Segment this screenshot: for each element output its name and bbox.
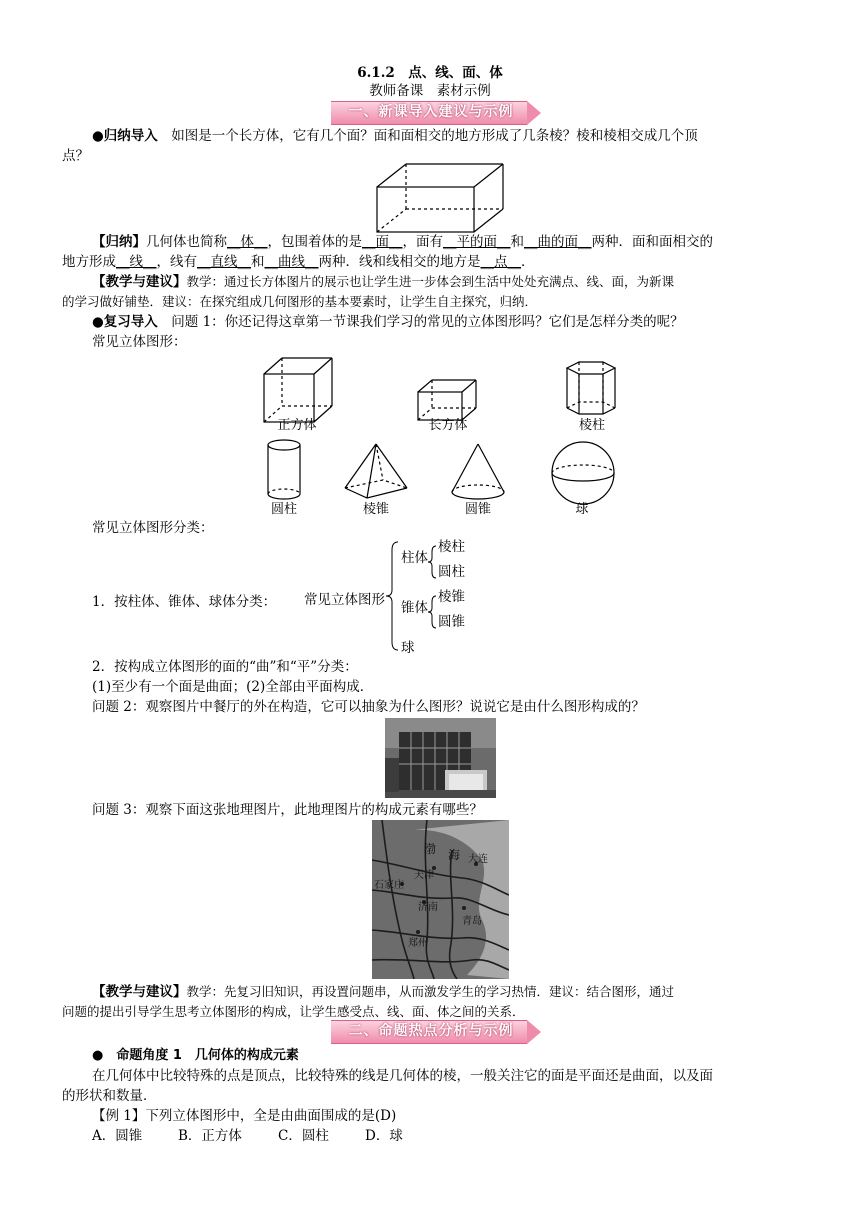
branch-2-item-1: 棱锥 — [438, 589, 465, 605]
classification-method-2: 2．按构成立体图形的面的“曲”和“平”分类： — [92, 659, 358, 675]
intro-paragraph: ●归纳导入 如图是一个长方体，它有几个面？面和面相交的地方形成了几条棱？棱和棱相交成几个顶 — [92, 128, 698, 144]
example-1-option-c: C．圆柱 — [278, 1128, 329, 1144]
section-banner-1: 一、新课导入建议与示例 — [331, 101, 545, 123]
cylinder-figure — [266, 438, 302, 502]
hotspot-line-2: 的形状和数量． — [62, 1088, 157, 1104]
classification-method-2-detail: (1)至少有一个面是曲面；(2)全部由平面构成． — [92, 679, 374, 695]
review-common-label: 常见立体图形： — [92, 334, 187, 350]
example-1-option-a: A．圆锥 — [92, 1128, 143, 1144]
map-label-8: 郑州 — [408, 938, 428, 949]
sphere-label: 球 — [575, 502, 589, 517]
branch-1-item-1: 棱柱 — [438, 539, 465, 555]
map-label-1: 渤 — [424, 842, 437, 856]
question-3: 问题 3：观察下面这张地理图片，此地理图片的构成元素有哪些？ — [92, 802, 483, 818]
map-label-6: 济南 — [418, 902, 438, 913]
map-label-4: 大连 — [468, 854, 488, 865]
prism-figure — [565, 360, 617, 418]
map-label-7: 青岛 — [462, 916, 482, 927]
cone-label: 圆锥 — [464, 502, 491, 517]
map-label-5: 石家庄 — [374, 880, 404, 891]
page-title: 6.1.2 点、线、面、体 — [357, 65, 503, 81]
cuboid-label: 长方体 — [428, 418, 468, 433]
branch-1-item-2: 圆柱 — [438, 564, 465, 580]
branch-sphere-class: 球 — [401, 640, 415, 656]
question-2: 问题 2：观察图片中餐厅的外在构造，它可以抽象为什么图形？说说它是由什么图形构成的？ — [92, 699, 645, 715]
map-label-3: 天津 — [414, 870, 434, 881]
example-1-option-d: D．球 — [365, 1128, 403, 1144]
hotspot-title: ● 命题角度 1 几何体的构成元素 — [92, 1048, 299, 1063]
advice-1-line-2: 的学习做好铺垫．建议：在探究组成几何图形的基本要素时，让学生自主探究，归纳． — [62, 294, 538, 309]
summary-line-2: 地方形成__线__，线有__直线__和__曲线__两种．线和线相交的地方是__点__． — [62, 254, 535, 270]
branch-cone-class: 锥体 — [401, 600, 428, 616]
advice-2-line-2: 问题的提出引导学生思考立体图形的构成，让学生感受点、线、面、体之间的关系． — [62, 1004, 525, 1019]
pyramid-figure — [343, 442, 409, 500]
sphere-figure — [550, 440, 616, 506]
cylinder-label: 圆柱 — [270, 502, 297, 517]
advice-2-line-1: 【教学与建议】教学：先复习旧知识，再设置问题串，从而激发学生的学习热情．建议：结合图形，通过 — [92, 984, 675, 1000]
hotspot-line-1: 在几何体中比较特殊的点是顶点，比较特殊的线是几何体的棱，一般关注它的面是平面还是曲面，以及面 — [92, 1068, 713, 1084]
map-photo — [372, 820, 509, 979]
review-question-1: ●复习导入 问题 1：你还记得这章第一节课我们学习的常见的立体图形吗？它们是怎样分类的呢？ — [92, 314, 684, 330]
intro-paragraph-cont: 点？ — [62, 148, 89, 164]
cube-label: 正方体 — [277, 418, 317, 433]
example-1-stem: 【例 1】下列立体图形中，全是由曲面围成的是(D) — [92, 1108, 397, 1124]
page-subtitle: 教师备课 素材示例 — [369, 83, 491, 99]
section-banner-2: 二、命题热点分析与示例 — [331, 1020, 545, 1042]
map-label-2: 海 — [448, 848, 461, 862]
prism-label: 棱柱 — [578, 418, 605, 433]
classification-method-1: 1．按柱体、锥体、球体分类： — [92, 594, 277, 610]
classification-heading: 常见立体图形分类： — [92, 520, 214, 536]
restaurant-photo — [385, 718, 496, 798]
pyramid-label: 棱锥 — [362, 502, 389, 517]
summary-line-1: 【归纳】几何体也简称__体__，包围着体的是__面__，面有__平的面__和__曲的面__两种．面和面相交的 — [92, 234, 713, 250]
cuboid-figure — [376, 162, 506, 234]
branch-2-item-2: 圆锥 — [438, 614, 465, 630]
cone-figure — [450, 442, 506, 502]
advice-1-line-1: 【教学与建议】教学：通过长方体图片的展示也让学生进一步体会到生活中处处充满点、线、面，为新课 — [92, 274, 675, 290]
example-1-option-b: B．正方体 — [178, 1128, 242, 1144]
branch-prism-class: 柱体 — [401, 550, 428, 566]
classification-root: 常见立体图形 — [304, 592, 385, 608]
